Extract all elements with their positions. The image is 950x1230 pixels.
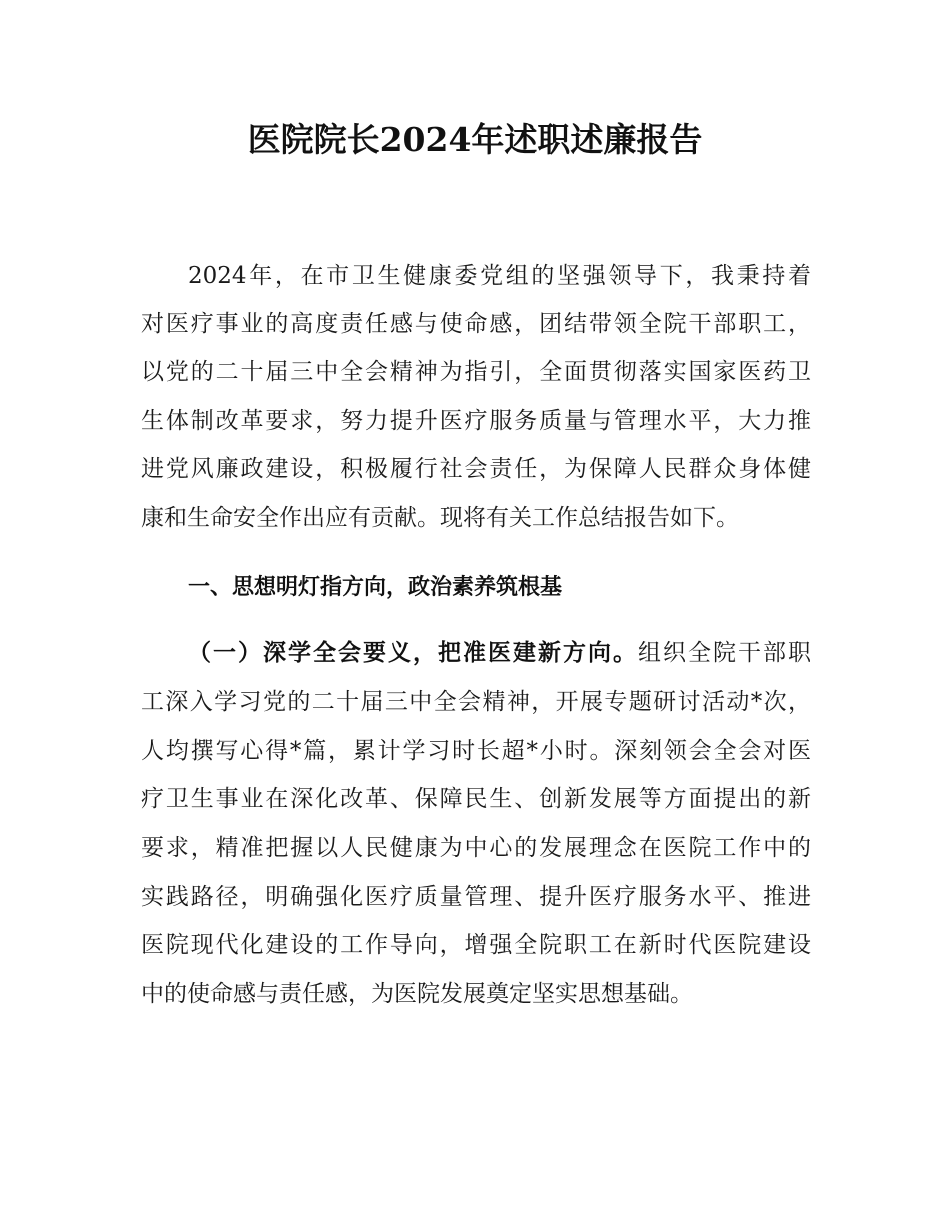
- intro-line-5: 进党风廉政建设，积极履行社会责任，为保障人民群众身体健: [141, 456, 811, 482]
- subsection-line-4: 疗卫生事业在深化改革、保障民生、创新发展等方面提出的新: [141, 786, 811, 812]
- intro-line-2: 对医疗事业的高度责任感与使命感，团结带领全院干部职工，: [141, 311, 811, 337]
- document-title: 医院院长2024年述职述廉报告: [247, 120, 703, 159]
- intro-line-1: 2024年，在市卫生健康委党组的坚强领导下，我秉持着: [188, 263, 811, 289]
- subsection-first-line-rest: 组织全院干部职: [638, 640, 811, 666]
- subsection-line-2: 工深入学习党的二十届三中全会精神，开展专题研讨活动*次，: [141, 689, 811, 715]
- subsection-first-line: [188, 635, 811, 671]
- intro-line-6: 康和生命安全作出应有贡献。现将有关工作总结报告如下。: [141, 505, 739, 531]
- subsection-line-6: 实践路径，明确强化医疗质量管理、提升医疗服务水平、推进: [141, 884, 811, 910]
- subsection-line-5: 要求，精准把握以人民健康为中心的发展理念在医院工作中的: [141, 835, 811, 861]
- section-heading-1: 一、思想明灯指方向，政治素养筑根基: [188, 575, 563, 600]
- intro-line-3: 以党的二十届三中全会精神为指引，全面贯彻落实国家医药卫: [141, 359, 811, 385]
- subsection-lead: （一）深学全会要义，把准医建新方向。: [188, 640, 638, 666]
- intro-line-4: 生体制改革要求，努力提升医疗服务质量与管理水平，大力推: [141, 408, 811, 434]
- subsection-line-8: 中的使命感与责任感，为医院发展奠定坚实思想基础。: [141, 981, 693, 1007]
- subsection-line-7: 医院现代化建设的工作导向，增强全院职工在新时代医院建设: [141, 932, 811, 958]
- subsection-line-3: 人均撰写心得*篇，累计学习时长超*小时。深刻领会全会对医: [141, 738, 811, 764]
